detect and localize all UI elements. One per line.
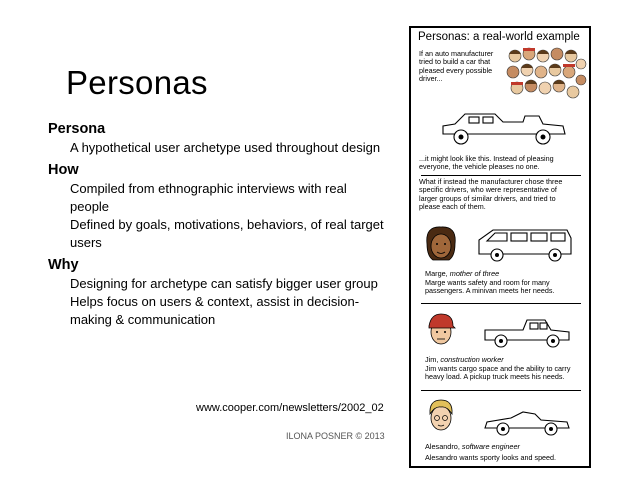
alesandro-description: Alesandro wants sporty looks and speed. xyxy=(425,453,557,462)
how-line-2: people xyxy=(70,199,110,214)
marge-description: Marge wants safety and room for many passengers. A minivan meets her needs. xyxy=(425,278,555,296)
term-why: Why xyxy=(48,257,79,273)
pickup-truck-illustration xyxy=(483,316,573,350)
footer-credit: ILONA POSNER © 2013 xyxy=(286,431,385,441)
alesandro-portrait xyxy=(425,398,457,434)
persona-definition: A hypothetical user archetype used throughout design xyxy=(70,140,381,155)
minivan-illustration xyxy=(475,228,575,264)
why-line-2: Helps focus on users & context, assist in decision- xyxy=(70,294,360,309)
panel-divider xyxy=(421,175,581,176)
marge-caption: Marge, mother of three xyxy=(425,269,500,278)
panel-whatif-text: What if instead the manufacturer chose three specific drivers, who were representative of larger groups of similar drivers, and tried to please each of them. xyxy=(419,177,563,212)
panel-result-text: ...it might look like this. Instead of pleasing everyone, the vehicle pleases no one. xyxy=(419,154,554,172)
term-how: How xyxy=(48,162,79,178)
sports-car-illustration xyxy=(483,408,573,438)
slide-title: Personas xyxy=(66,64,208,101)
jim-caption: Jim, construction worker xyxy=(425,355,504,364)
panel-divider xyxy=(421,303,581,304)
frankencar-illustration xyxy=(439,110,569,150)
slide-body xyxy=(48,120,398,329)
how-line-1: Compiled from ethnographic interviews with real xyxy=(70,181,347,196)
how-line-4: users xyxy=(70,235,102,250)
panel-intro: If an auto manufacturer tried to build a car that pleased every possible driver... xyxy=(419,49,494,84)
crowd-illustration xyxy=(507,46,587,102)
jim-portrait xyxy=(425,312,457,348)
persona-comic-panel xyxy=(409,26,591,468)
why-line-1: Designing for archetype can satisfy bigger user group xyxy=(70,276,378,291)
how-line-3: Defined by goals, motivations, behaviors, of real target xyxy=(70,217,384,232)
marge-portrait xyxy=(423,226,459,262)
why-line-3: making & communication xyxy=(70,312,216,327)
jim-description: Jim wants cargo space and the ability to carry heavy load. A pickup truck meets his needs. xyxy=(425,364,571,382)
term-persona: Persona xyxy=(48,121,106,137)
panel-divider xyxy=(421,390,581,391)
alesandro-caption: Alesandro, software engineer xyxy=(425,442,520,451)
panel-title: Personas: a real-world example xyxy=(418,31,580,43)
reference-url: www.cooper.com/newsletters/2002_02 xyxy=(196,402,384,414)
